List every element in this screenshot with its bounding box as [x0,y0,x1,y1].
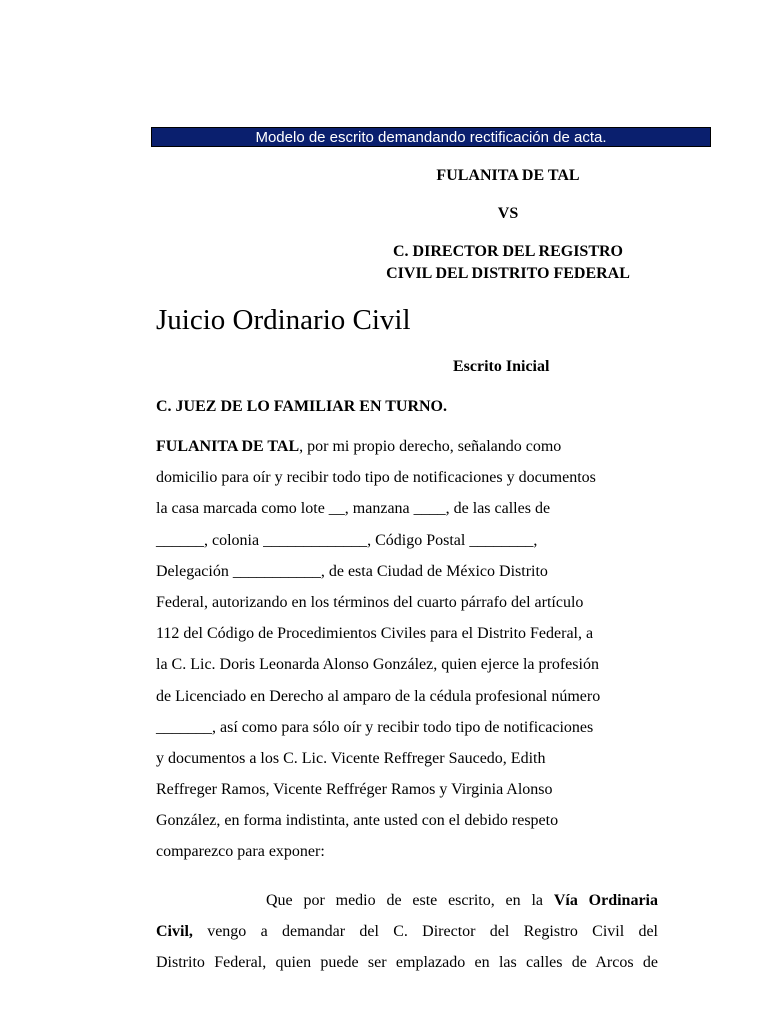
paragraph-line: de Licenciado en Derecho al amparo de la cédula profesional número [156,687,601,705]
paragraph-line: ______, colonia _____________, Código Postal ________, [156,531,538,549]
page-title: Juicio Ordinario Civil [156,304,411,336]
plaintiff-bold: FULANITA DE TAL [156,438,300,455]
defendant-line-2: CIVIL DEL DISTRITO FEDERAL [386,265,630,282]
claim-paragraph [156,885,658,978]
intro-paragraph [156,431,666,868]
addressee: C. JUEZ DE LO FAMILIAR EN TURNO. [156,398,447,415]
paragraph-line: y documentos a los C. Lic. Vicente Reffreger Saucedo, Edith [156,749,546,767]
paragraph-line [156,431,666,462]
paragraph-line: _______, así como para sólo oír y recibir todo tipo de notificaciones [156,718,594,736]
plaintiff-name: FULANITA DE TAL [436,167,580,184]
paragraph-line: González, en forma indistinta, ante usted con el debido respeto [156,812,559,830]
defendant-line-1: C. DIRECTOR DEL REGISTRO [393,243,623,260]
civil-bold: Civil, [156,923,193,940]
line-text: , por mi propio derecho, señalando como [299,438,562,455]
paragraph-line [156,916,658,947]
paragraph-line: domicilio para oír y recibir todo tipo de notificaciones y documentos [156,469,596,487]
line-text: Que por medio de este escrito, en la [266,892,554,909]
versus-label: VS [497,205,519,222]
paragraph-line [156,885,658,916]
line-text: vengo a demandar del C. Director del Registro Civil del [192,923,658,940]
paragraph-line: la C. Lic. Doris Leonarda Alonso González, quien ejerce la profesión [156,656,599,674]
paragraph-line: Federal, autorizando en los términos del cuarto párrafo del artículo [156,593,584,611]
paragraph-line: comparezco para exponer: [156,843,325,861]
paragraph-line: Delegación ___________, de esta Ciudad de México Distrito [156,562,548,580]
paragraph-line: la casa marcada como lote __, manzana ____, de las calles de [156,500,551,518]
paragraph-line: Reffreger Ramos, Vicente Reffréger Ramos y Virginia Alonso [156,781,553,799]
document-subtitle: Escrito Inicial [453,358,550,375]
document-banner: Modelo de escrito demandando rectificación de acta. [151,127,711,147]
via-ordinaria-bold: Vía Ordinaria [553,892,659,909]
paragraph-line: Distrito Federal, quien puede ser emplazado en las calles de Arcos de [156,954,658,971]
paragraph-line: 112 del Código de Procedimientos Civiles para el Distrito Federal, a [156,625,594,643]
